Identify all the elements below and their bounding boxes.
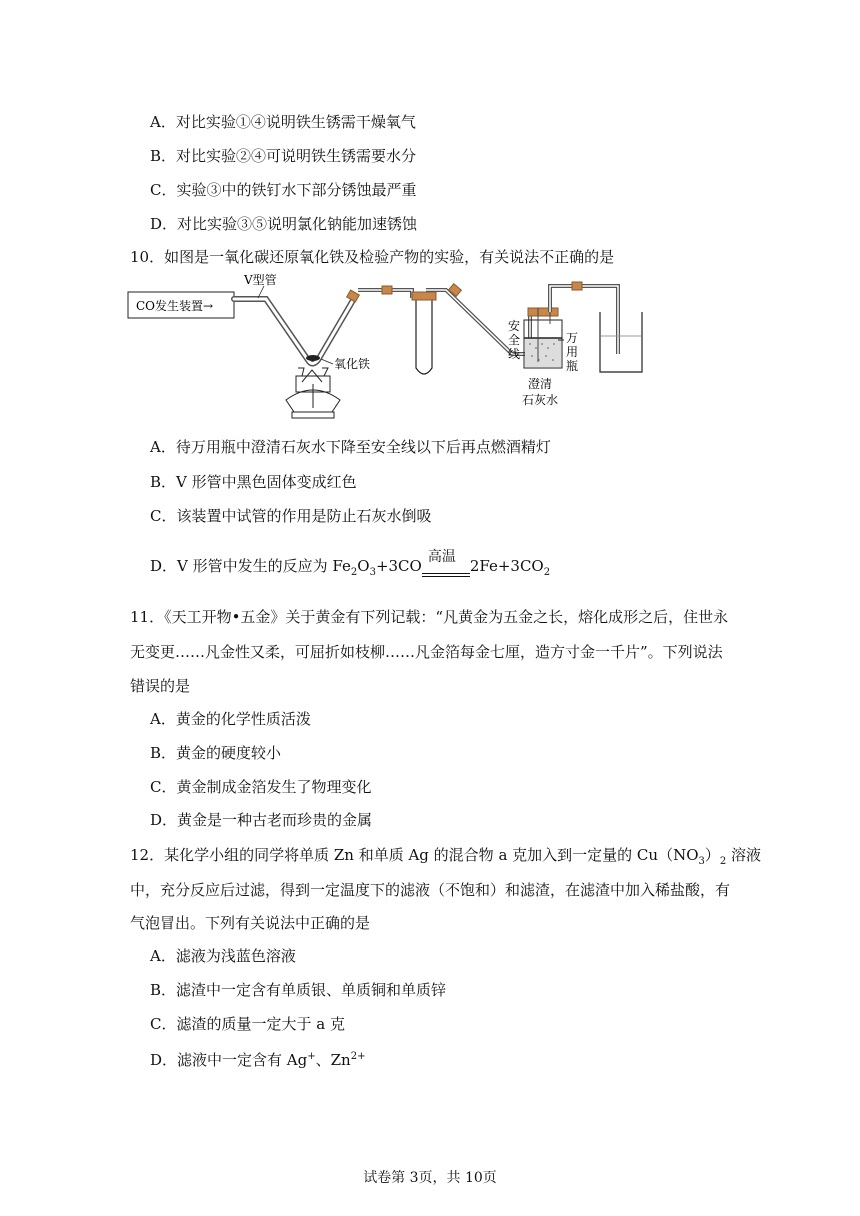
q10-d-products: 2Fe+3CO bbox=[469, 557, 544, 575]
iron-oxide-label: 氧化铁 bbox=[334, 357, 371, 371]
q11-line-3: 错误的是 bbox=[130, 677, 191, 695]
q10-option-c: C．该装置中试管的作用是防止石灰水倒吸 bbox=[150, 507, 432, 525]
q12-line-1-sub2: 2 bbox=[719, 856, 727, 867]
q10-option-d bbox=[150, 549, 551, 583]
bottle-char-3: 瓶 bbox=[566, 359, 579, 373]
bottle-char-1: 万 bbox=[566, 331, 579, 345]
test-tube bbox=[416, 296, 432, 374]
bottle-char-2: 用 bbox=[566, 345, 579, 359]
q10-d-sub2: 3 bbox=[369, 567, 376, 578]
q10-d-prefix: D．V 形管中发生的反应为 Fe bbox=[150, 557, 351, 575]
q9-option-b: B．对比实验②④可说明铁生锈需要水分 bbox=[150, 147, 417, 165]
q11-line-1: 11．《天工开物•五金》关于黄金有下列记载：“凡黄金为五金之长，熔化成形之后，住世永 bbox=[130, 608, 729, 626]
q12-d-sup2: 2+ bbox=[350, 1051, 366, 1062]
stopper bbox=[347, 290, 360, 302]
limewater-label-2: 石灰水 bbox=[522, 393, 559, 407]
q11-line-2: 无变更……凡金性又柔，可屈折如枝柳……凡金箔每金七厘，造方寸金一千片”。下列说法 bbox=[130, 643, 723, 661]
reaction-condition: 高温 bbox=[427, 549, 456, 565]
v-tube-label: V型管 bbox=[244, 273, 277, 287]
co-device-label: CO发生装置→ bbox=[136, 299, 214, 313]
q12-d-mid: 、Zn bbox=[315, 1051, 351, 1069]
q12-option-d bbox=[150, 1047, 365, 1070]
q11-option-b: B．黄金的硬度较小 bbox=[150, 744, 282, 762]
q10-d-sub1: 2 bbox=[350, 567, 358, 578]
q11-option-d: D．黄金是一种古老而珍贵的金属 bbox=[150, 811, 373, 829]
iron-oxide bbox=[306, 355, 320, 361]
q12-line-1-b: ） bbox=[704, 846, 720, 864]
q12-option-c: C．滤渣的质量一定大于 a 克 bbox=[150, 1015, 345, 1033]
safety-line-char-1: 安 bbox=[508, 319, 521, 333]
q12-option-a: A．滤液为浅蓝色溶液 bbox=[150, 947, 296, 965]
q11-option-c: C．黄金制成金箔发生了物理变化 bbox=[150, 778, 372, 796]
q12-d-sup1: + bbox=[307, 1051, 316, 1062]
q10-d-sub3: 2 bbox=[543, 567, 551, 578]
q12-line-1-sub: 3 bbox=[698, 856, 705, 867]
experiment-diagram bbox=[126, 272, 646, 428]
q11-option-a: A．黄金的化学性质活泼 bbox=[150, 710, 311, 728]
q12-line-1 bbox=[130, 845, 761, 872]
q10-option-b: B．V 形管中黑色固体变成红色 bbox=[150, 473, 357, 491]
q9-option-d: D．对比实验③⑤说明氯化钠能加速锈蚀 bbox=[150, 215, 418, 233]
page-footer: 试卷第 3页，共 10页 bbox=[363, 1170, 497, 1186]
beaker bbox=[600, 312, 642, 372]
q12-line-1-a: 12．某化学小组的同学将单质 Zn 和单质 Ag 的混合物 a 克加入到一定量的 Cu（NO bbox=[130, 846, 699, 864]
q10-d-o: O bbox=[357, 557, 370, 575]
q9-option-a: A．对比实验①④说明铁生锈需干燥氧气 bbox=[150, 113, 416, 131]
safety-line-char-2: 全 bbox=[508, 333, 521, 347]
q10-option-a: A．待万用瓶中澄清石灰水下降至安全线以下后再点燃酒精灯 bbox=[150, 438, 551, 456]
q9-option-c: C．实验③中的铁钉水下部分锈蚀最严重 bbox=[150, 181, 417, 199]
q10-d-mid: +3CO bbox=[375, 557, 422, 575]
q12-line-1-c: 溶液 bbox=[726, 846, 762, 864]
safety-line-char-3: 线 bbox=[508, 347, 521, 361]
q12-line-3: 气泡冒出。下列有关说法中正确的是 bbox=[130, 914, 371, 932]
q10-stem: 10．如图是一氧化碳还原氧化铁及检验产物的实验，有关说法不正确的是 bbox=[130, 248, 615, 266]
limewater-label-1: 澄清 bbox=[528, 377, 553, 391]
reaction-condition-equals bbox=[422, 549, 470, 583]
q12-line-2: 中，充分反应后过滤，得到一定温度下的滤液（不饱和）和滤渣，在滤渣中加入稀盐酸，有 bbox=[130, 881, 731, 899]
q12-d-prefix: D．滤液中一定含有 Ag bbox=[150, 1051, 308, 1069]
alcohol-lamp bbox=[286, 368, 340, 418]
q12-option-b: B．滤渣中一定含有单质银、单质铜和单质锌 bbox=[150, 981, 447, 999]
